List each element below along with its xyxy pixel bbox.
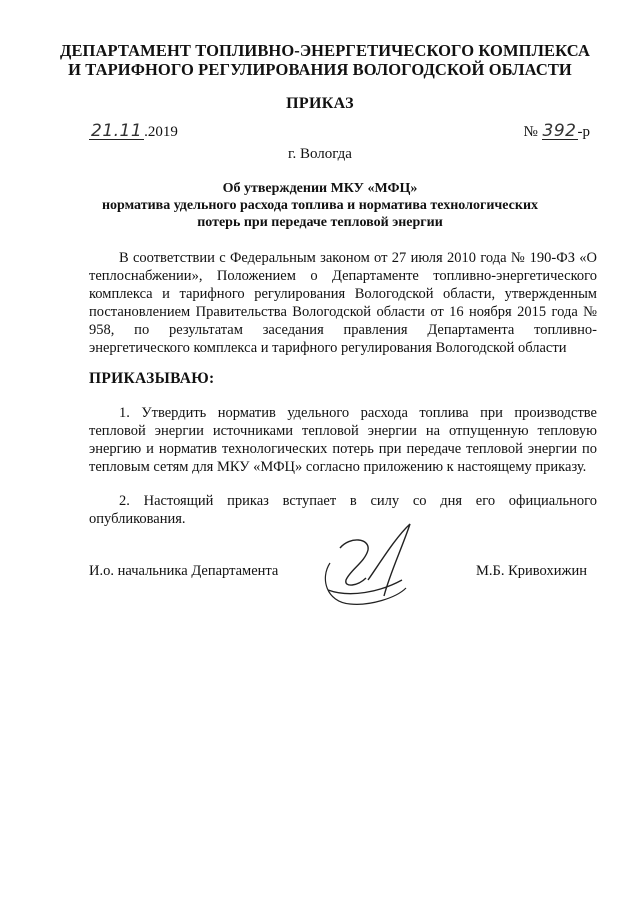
- preamble-paragraph: В соответствии с Федеральным законом от 27 июля 2010 года № 190-ФЗ «О теплоснабжении», Положением о Департаменте топливно-энергетического комплекса и тарифного регулирования Вологодской области, утвержденным постановлением Правительства Вологодской области от 16 ноября 2015 года № 958, по результатам заседания правления Департамента топливно-энергетического комплекса и тарифного регулирования Вологодской области: [89, 250, 597, 356]
- handwritten-signature: [310, 518, 440, 608]
- subject-line-2: норматива удельного расхода топлива и норматива технологических: [101, 198, 539, 213]
- number-prefix: №: [523, 124, 542, 140]
- department-line-2: И ТАРИФНОГО РЕГУЛИРОВАНИЯ ВОЛОГОДСКОЙ ОБЛАСТИ: [68, 60, 572, 79]
- order-number: [523, 123, 590, 141]
- city-name: г. Вологда: [288, 146, 352, 162]
- date-year: .2019: [144, 124, 178, 140]
- handwritten-number: 392: [542, 121, 577, 141]
- orders-word: ПРИКАЗЫВАЮ:: [89, 370, 215, 387]
- signatory-name: М.Б. Кривохижин: [476, 563, 587, 579]
- number-suffix: -р: [577, 124, 590, 140]
- document-type-title: ПРИКАЗ: [286, 95, 354, 112]
- signatory-position: И.о. начальника Департамента: [89, 563, 279, 579]
- order-date: [89, 123, 178, 141]
- department-line-1: ДЕПАРТАМЕНТ ТОПЛИВНО-ЭНЕРГЕТИЧЕСКОГО КОМПЛЕКСА: [60, 41, 590, 60]
- order-item-2: 2. Настоящий приказ вступает в силу со дня его официального опубликования.: [89, 493, 597, 527]
- order-subject: [70, 180, 570, 231]
- department-header: [60, 41, 590, 79]
- subject-line-3: потерь при передаче тепловой энергии: [197, 215, 443, 230]
- handwritten-date: 21.11: [91, 121, 143, 141]
- subject-line-1: Об утверждении МКУ «МФЦ»: [222, 181, 418, 196]
- order-item-1: 1. Утвердить норматив удельного расхода топлива при производстве тепловой энергии источниками тепловой энергии на отпущенную тепловую энергию и норматив технологических потерь при передаче тепловой энергии по тепловым сетям для МКУ «МФЦ» согласно приложению к настоящему приказу.: [89, 405, 597, 475]
